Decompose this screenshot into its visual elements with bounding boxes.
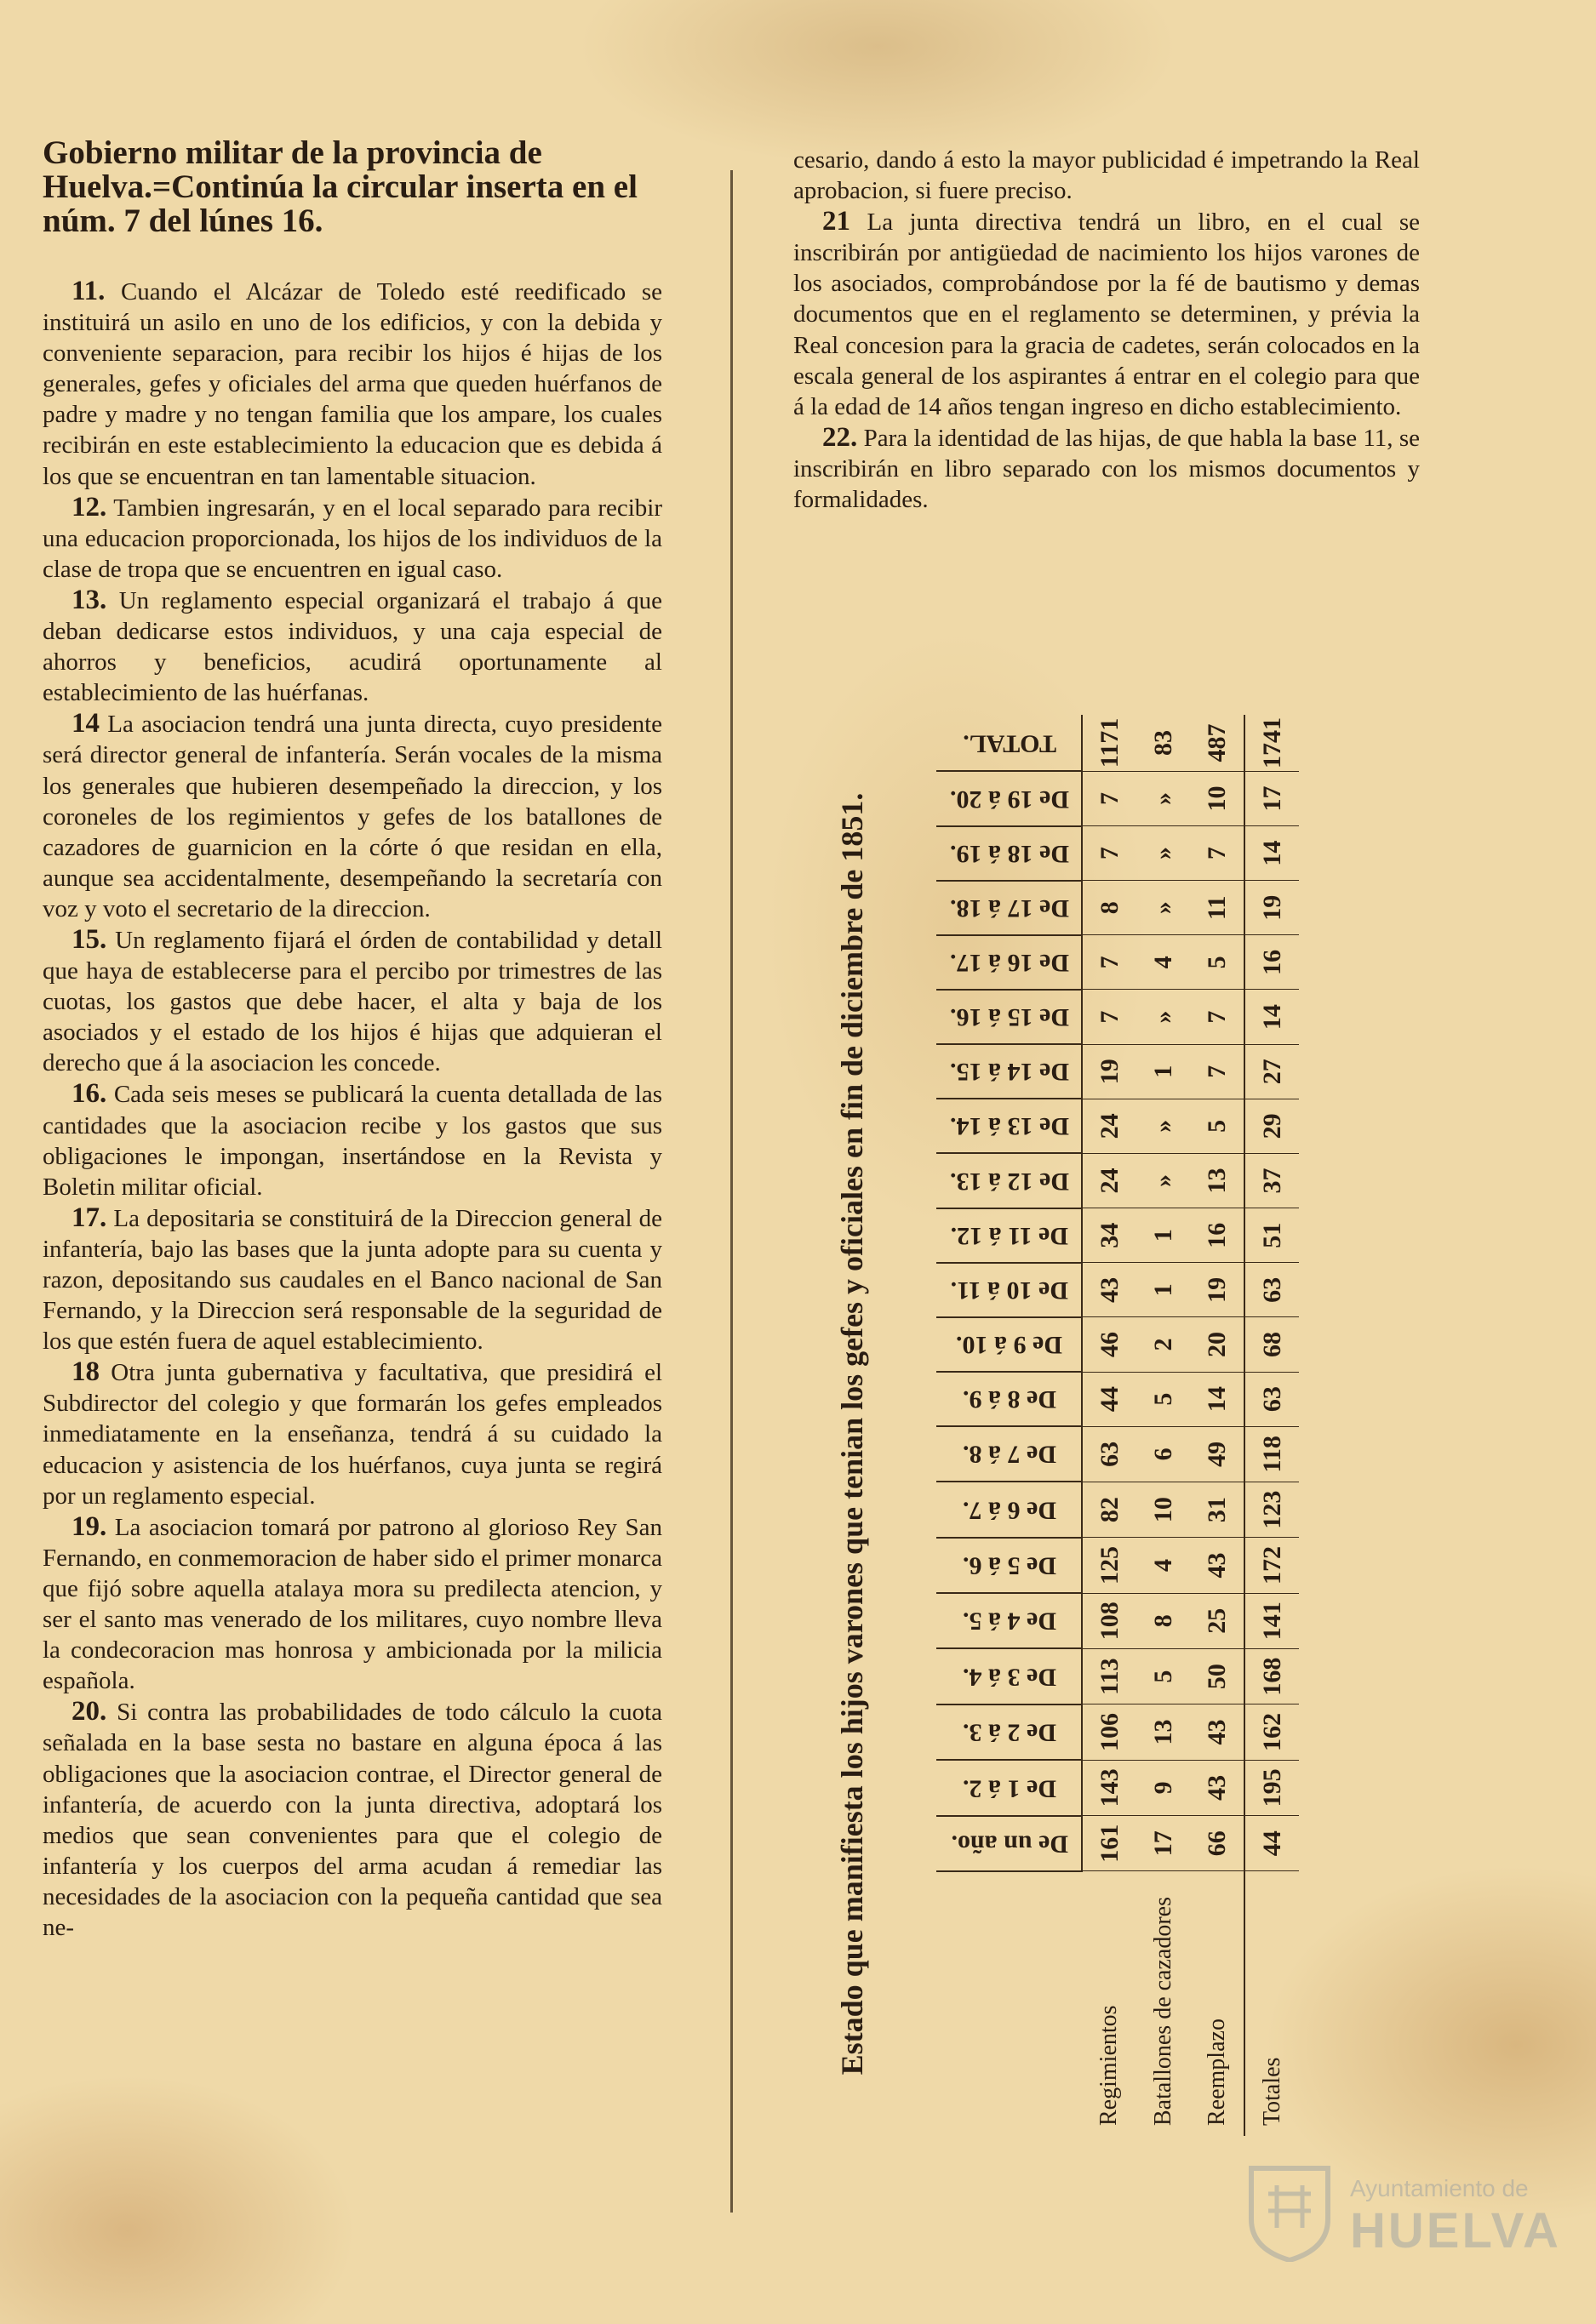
column-header: De 18 á 19. [936,826,1082,881]
table-cell: 51 [1244,1208,1299,1263]
column-header: De 10 á 11. [936,1263,1082,1317]
table-cell: » [1136,1153,1190,1208]
table-cell: 63 [1082,1426,1136,1482]
column-header: De 19 á 20. [936,771,1082,825]
table-cell: 1171 [1082,715,1136,771]
table-cell: 63 [1244,1263,1299,1317]
paragraph-text: Cada seis meses se publicará la cuenta detallada de las cantidades que la asociacion recibe y los gastos que sus obligaciones le impongan, insertándose en la Revista y Boletin militar oficial. [43,1081,662,1201]
column-header: De 14 á 15. [936,1044,1082,1099]
paragraph-number: 17. [72,1202,107,1233]
row-label: Reemplazo [1203,2019,1230,2126]
table-row [1136,715,1190,2136]
table-cell: 5 [1136,1372,1190,1426]
table-cell: 118 [1244,1426,1299,1482]
table-cell: 16 [1244,935,1299,990]
paragraph-text: La asociacion tomará por patrono al glorioso Rey San Fernando, en conmemoracion de haber sido el primer monarca que fijó sobre aquella atalaya mora su predilecta atencion, y ser el santo mas venerado de los militares, cuyo nombre lleva la condecoracion mas honrosa y ambicionada por la milicia española. [43,1513,663,1695]
table-cell: 68 [1244,1317,1299,1372]
paragraph [43,276,662,492]
column-header: De 13 á 14. [936,1099,1082,1153]
table-cell: 195 [1244,1760,1299,1815]
watermark-logo [1243,2153,1561,2272]
table-cell: 161 [1082,1816,1136,1871]
watermark-small: Ayuntamiento de [1350,2175,1529,2201]
column-header: De 16 á 17. [936,935,1082,990]
table-cell: 125 [1082,1538,1136,1593]
paragraph-text: Un reglamento especial organizará el trabajo á que deban dedicarse estos individuos, y una caja especial de ahorros y beneficios, acudirá oportunamente al establecimiento de las huérfanas. [43,586,663,707]
table-cell: 44 [1244,1816,1299,1871]
table-cell: 8 [1082,881,1136,935]
table-cell: 43 [1190,1704,1244,1760]
table-cell: 50 [1190,1648,1244,1704]
table-cell: 24 [1082,1153,1136,1208]
left-column [43,136,662,1943]
paragraph [43,492,662,585]
paragraph-number: 12. [72,491,107,522]
table-cell: 19 [1082,1044,1136,1099]
table-cell: 4 [1136,1538,1190,1593]
table-cell: 1 [1136,1044,1190,1099]
paragraph [793,206,1420,422]
table-cell: 19 [1244,881,1299,935]
table-cell: 37 [1244,1153,1299,1208]
paragraph-number: 18 [72,1356,100,1388]
table-cell: 7 [1190,990,1244,1044]
column-header: De 7 á 8. [936,1426,1082,1482]
paragraph-text: Otra junta gubernativa y facultativa, que presidirá el Subdirector del colegio y que formarán los gefes empleados inmediatamente en la enseñanza, tendrá á su cuidado la educacion y asistencia de los huérfanos, cuya junta se regirá por un reglamento especial. [43,1359,663,1510]
paragraph [43,1696,662,1943]
table-cell: 44 [1082,1372,1136,1426]
table-cell: 43 [1190,1538,1244,1593]
table-cell: 106 [1082,1704,1136,1760]
table-cell: 487 [1190,715,1244,771]
table-cell: 1741 [1244,715,1299,771]
table-cell: 46 [1082,1317,1136,1372]
paragraph-text: La asociacion tendrá una junta directa, cuyo presidente será director general de infantería. Serán vocales de la misma los generales que hubieren desempeñado la direccion, y los coroneles de los regimientos y gefes de los batallones de cazadores de guarnicion en la córte ó que residan en ella, aunque sea accidentalmente, desempeñando la secretaría con voz y voto el secretario de la direccion. [43,711,663,922]
paragraph-number: 14 [72,708,100,739]
table-cell: 11 [1190,881,1244,935]
paragraph-number: 21 [822,206,850,237]
table-cell: 7 [1082,990,1136,1044]
paragraph [43,1511,662,1697]
row-label: Batallones de cazadores [1149,1897,1176,2126]
table-cell: » [1136,771,1190,825]
table-cell: 14 [1244,826,1299,881]
column-header: De 8 á 9. [936,1372,1082,1426]
row-label: Regimientos [1095,2005,1122,2126]
table-cell: » [1136,881,1190,935]
table-cell: 7 [1190,826,1244,881]
table-cell: » [1136,826,1190,881]
column-header: De 2 á 3. [936,1704,1082,1760]
table-cell: 14 [1244,990,1299,1044]
paragraph [793,422,1420,515]
table-cell: 168 [1244,1648,1299,1704]
column-header: De 17 á 18. [936,881,1082,935]
table-cell: 7 [1082,826,1136,881]
table-cell: 1 [1136,1208,1190,1263]
column-header: De 6 á 7. [936,1482,1082,1537]
table-cell: 4 [1136,935,1190,990]
table-cell: 13 [1136,1704,1190,1760]
column-header: De 11 á 12. [936,1208,1082,1263]
column-header: De 12 á 13. [936,1153,1082,1208]
column-divider [730,170,733,2213]
table-cell: 108 [1082,1593,1136,1648]
table-corner [936,1871,1082,2136]
table-cell: 19 [1190,1263,1244,1317]
column-header: De un año. [936,1816,1082,1871]
row-label: Totales [1244,1871,1299,2136]
right-column [793,145,1420,515]
table-cell: 10 [1190,771,1244,825]
paragraph-text: Un reglamento fijará el órden de contabilidad y detall que haya de establecerse para el percibo por trimestres de las cuotas, los gastos que debe hacer, el alta y baja de los asociados y el estado de los hijos é hijas que adquieran el derecho que á la asociacion les concede. [43,926,662,1077]
table-cell: 24 [1082,1099,1136,1153]
left-paragraphs [43,276,662,1943]
paragraph-number: 16. [72,1078,107,1110]
table-cell: 172 [1244,1538,1299,1593]
column-header: De 5 á 6. [936,1538,1082,1593]
paragraph [43,924,662,1078]
paragraph-text: cesario, dando á esto la mayor publicidad é impetrando la Real aprobacion, si fuere preciso. [793,146,1420,205]
table-cell: 143 [1082,1760,1136,1815]
table-cell: 63 [1244,1372,1299,1426]
column-header: De 15 á 16. [936,990,1082,1044]
table-cell: 27 [1244,1044,1299,1099]
paragraph [43,585,662,708]
paragraph-text: Tambien ingresarán, y en el local separado para recibir una educacion proporcionada, los hijos de los individuos de la clase de tropa que se encuentren en igual caso. [43,494,662,583]
table-cell: 6 [1136,1426,1190,1482]
table-cell: 29 [1244,1099,1299,1153]
table-cell: 13 [1190,1153,1244,1208]
table-cell: 5 [1190,1099,1244,1153]
table-cell: 123 [1244,1482,1299,1537]
table-cell: 8 [1136,1593,1190,1648]
table-cell: » [1136,990,1190,1044]
table-cell: 83 [1136,715,1190,771]
column-header: De 3 á 4. [936,1648,1082,1704]
table-cell: 5 [1190,935,1244,990]
shield-icon [1243,2160,1336,2262]
paragraph [43,1356,662,1510]
table-cell: 25 [1190,1593,1244,1648]
rotated-table-block [834,715,1447,2153]
table-cell: 2 [1136,1317,1190,1372]
table-cell: » [1136,1099,1190,1153]
paragraph-number: 13. [72,584,107,615]
right-paragraphs [793,145,1420,515]
table-cell: 10 [1136,1482,1190,1537]
table-cell: 141 [1244,1593,1299,1648]
table-cell: 17 [1136,1816,1190,1871]
table-row [1082,715,1136,2136]
paragraph [43,1078,662,1202]
table-cell: 113 [1082,1648,1136,1704]
table-cell: 66 [1190,1816,1244,1871]
table-cell: 14 [1190,1372,1244,1426]
paragraph-number: 20. [72,1696,107,1727]
table-cell: 7 [1082,771,1136,825]
table-cell: 43 [1082,1263,1136,1317]
paragraph-text: Para la identidad de las hijas, de que habla la base 11, se inscribirán en libro separado con los mismos documentos y formalidades. [793,424,1421,514]
table-row [1190,715,1244,2136]
column-header: De 9 á 10. [936,1317,1082,1372]
table-cell: 20 [1190,1317,1244,1372]
column-header: TOTAL. [936,715,1082,771]
paragraph-number: 11. [72,276,106,306]
paragraph [43,708,662,924]
table-cell: 49 [1190,1426,1244,1482]
paragraph-text: La junta directiva tendrá un libro, en el cual se inscribirán por antigüedad de nacimiento los hijos varones de los asociados, comprobándose por la fé de bautismo y demas documentos que en el reglamento se determinen, y prévia la Real concesion para la gracia de cadetes, serán colocados en la escala general de los aspirantes á entrar en el colegio para que á la edad de 14 años tengan ingreso en dicho establecimiento. [793,208,1420,420]
statistics-table [936,715,1299,2136]
table-cell: 31 [1190,1482,1244,1537]
paragraph-number: 22. [822,421,858,453]
table-row [1244,715,1299,2136]
column-header: De 1 á 2. [936,1760,1082,1815]
table-title: Estado que manifiesta los hijos varones que tenian los gefes y oficiales en fin de diciembre de 1851. [835,792,869,2076]
paragraph-text: La depositaria se constituirá de la Direccion general de infantería, bajo las bases que la junta adopte para su cuenta y razon, depositando sus caudales en el Banco nacional de San Fernando, y la Direccion será responsable de la seguridad de los que estén fuera de aquel establecimiento. [43,1204,663,1356]
watermark-big: HUELVA [1350,2203,1561,2258]
table-cell: 34 [1082,1208,1136,1263]
table-cell: 16 [1190,1208,1244,1263]
column-header: De 4 á 5. [936,1593,1082,1648]
table-cell: 7 [1082,935,1136,990]
paragraph-number: 19. [72,1510,107,1542]
paragraph-text: Cuando el Alcázar de Toledo esté reedificado se instituirá un asilo en uno de los edificios, y con la debida y conveniente separacion, para recibir los hijos é hijas de los generales, gefes y oficiales del arma que queden huérfanos de padre y madre y no tengan familia que los ampare, los cuales recibirán en este establecimiento la educacion que es debida á los que se encuentran en tan lamentable situacion. [43,278,662,490]
paragraph [793,145,1420,206]
table-cell: 162 [1244,1704,1299,1760]
table-cell: 82 [1082,1482,1136,1537]
table-cell: 9 [1136,1760,1190,1815]
paragraph-text: Si contra las probabilidades de todo cálculo la cuota señalada en la base sesta no bastare en alguna época á las obligaciones que la asociacion contrae, el Director general de infantería, de acuerdo con la junta directiva, adoptará los medios que sean convenientes para que el colegio de infantería y los cuerpos del arma acudan á remediar las necesidades de la asociacion con la pequeña cantidad que sea ne- [43,1699,663,1941]
table-cell: 7 [1190,1044,1244,1099]
table-cell: 1 [1136,1263,1190,1317]
table-cell: 17 [1244,771,1299,825]
paragraph [43,1202,662,1356]
headline: Gobierno militar de la provincia de Huelva.=Continúa la circular inserta en el núm. 7 del lúnes 16. [43,134,638,239]
table-cell: 5 [1136,1648,1190,1704]
table-cell: 43 [1190,1760,1244,1815]
paragraph-number: 15. [72,923,107,955]
